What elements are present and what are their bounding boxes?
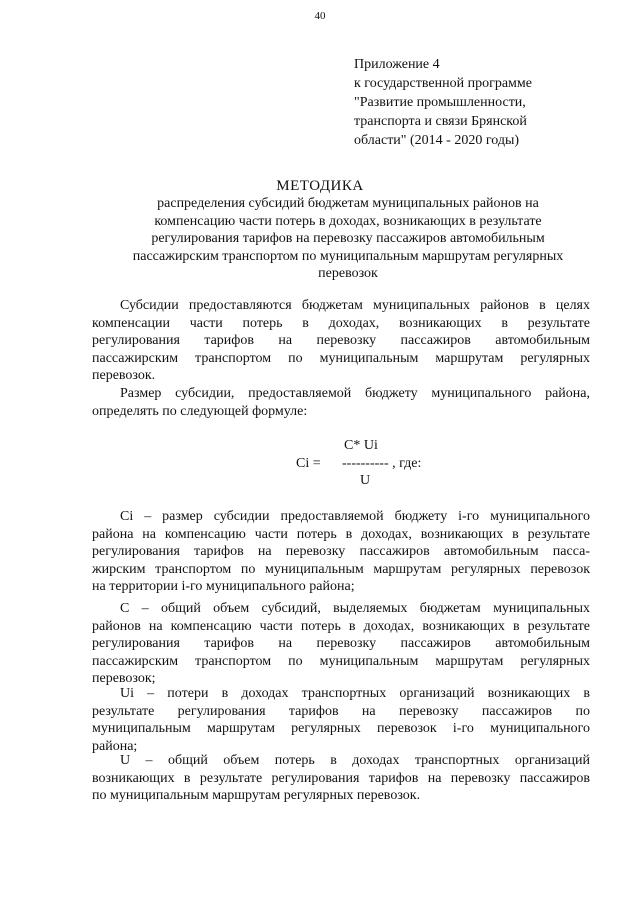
- paragraph-line: U – общий объем потерь в доходах транспортных организаций: [120, 753, 590, 768]
- paragraph-line: Субсидии предоставляются бюджетам муниципальных районов в целях: [120, 298, 590, 313]
- paragraph-line: С – общий объем субсидий, выделяемых бюджетам муниципальных: [120, 601, 590, 616]
- appendix-note: [354, 55, 532, 150]
- appendix-line: к государственной программе: [354, 76, 532, 91]
- subtitle-line: регулирования тарифов на перевозку пассажиров автомобильным: [151, 231, 545, 246]
- subtitle-line: перевозок: [318, 266, 378, 281]
- paragraph-subsidies-purpose: [92, 297, 590, 385]
- paragraph-line: жирским транспортом по муниципальным маршрутам регулярных перевозок: [92, 561, 590, 577]
- paragraph-line: района;: [92, 738, 138, 754]
- paragraph-line: районов на компенсацию части потерь в доходах, возникающих в результате: [92, 618, 590, 634]
- document-subtitle: [96, 195, 600, 283]
- paragraph-line: Ui – потери в доходах транспортных организаций возникающих в: [120, 686, 590, 701]
- subtitle-line: компенсацию части потерь в доходах, возникающих в результате: [154, 213, 542, 229]
- paragraph-line: определять по следующей формуле:: [92, 403, 308, 419]
- paragraph-line: результате регулирования тарифов на перевозку пассажиров по: [92, 703, 590, 719]
- paragraph-line: Ci – размер субсидии предоставляемой бюджету i-го муниципального: [120, 509, 590, 524]
- formula-fraction-bar: ---------- , где:: [342, 456, 422, 471]
- paragraph-line: муниципальным маршрутам регулярных перевозок i-го муниципального: [92, 721, 590, 736]
- document-title: МЕТОДИКА: [276, 178, 364, 194]
- appendix-line: транспорта и связи Брянской: [354, 114, 527, 129]
- page-number: 40: [314, 10, 326, 22]
- paragraph-line: пассажирским транспортом по муниципальным маршрутам регулярных: [92, 653, 590, 669]
- appendix-line: Приложение 4: [354, 57, 440, 72]
- definition-ci: [92, 508, 590, 596]
- paragraph-line: регулирования тарифов на перевозку пассажиров автомобильным: [92, 333, 590, 348]
- subtitle-line: распределения субсидий бюджетам муниципальных районов на: [157, 196, 539, 211]
- paragraph-line: компенсации части потерь в доходах, возникающих в результате: [92, 315, 590, 331]
- paragraph-line: на территории i-го муниципального района;: [92, 579, 355, 594]
- appendix-line: "Развитие промышленности,: [354, 95, 526, 110]
- paragraph-line: Размер субсидии, предоставляемой бюджету муниципального района,: [120, 386, 590, 401]
- paragraph-line: по муниципальным маршрутам регулярных перевозок.: [92, 788, 421, 803]
- subsidy-formula: [0, 433, 640, 493]
- paragraph-formula-intro: [92, 385, 590, 420]
- formula-denominator: U: [360, 473, 371, 488]
- paragraph-line: перевозок.: [92, 368, 156, 383]
- formula-lhs: Ci =: [296, 456, 321, 471]
- paragraph-line: района на компенсацию части потерь в доходах, возникающих в результате: [92, 526, 590, 542]
- paragraph-line: возникающих в результате регулирования тарифов на перевозку пассажиров: [92, 770, 590, 786]
- definition-u: [92, 752, 590, 805]
- definition-ui: [92, 685, 590, 755]
- definition-c: [92, 600, 590, 688]
- appendix-line: области" (2014 - 2020 годы): [354, 133, 520, 148]
- paragraph-line: пассажирским транспортом по муниципальным маршрутам регулярных: [92, 350, 590, 366]
- paragraph-line: перевозок;: [92, 671, 156, 686]
- paragraph-line: регулирования тарифов на перевозку пассажиров автомобильным: [92, 636, 590, 651]
- formula-numerator: C* Ui: [344, 438, 378, 453]
- paragraph-line: регулирования тарифов на перевозку пассажиров автомобильным пасса-: [92, 544, 590, 559]
- subtitle-line: пассажирским транспортом по муниципальным маршрутам регулярных: [132, 248, 564, 264]
